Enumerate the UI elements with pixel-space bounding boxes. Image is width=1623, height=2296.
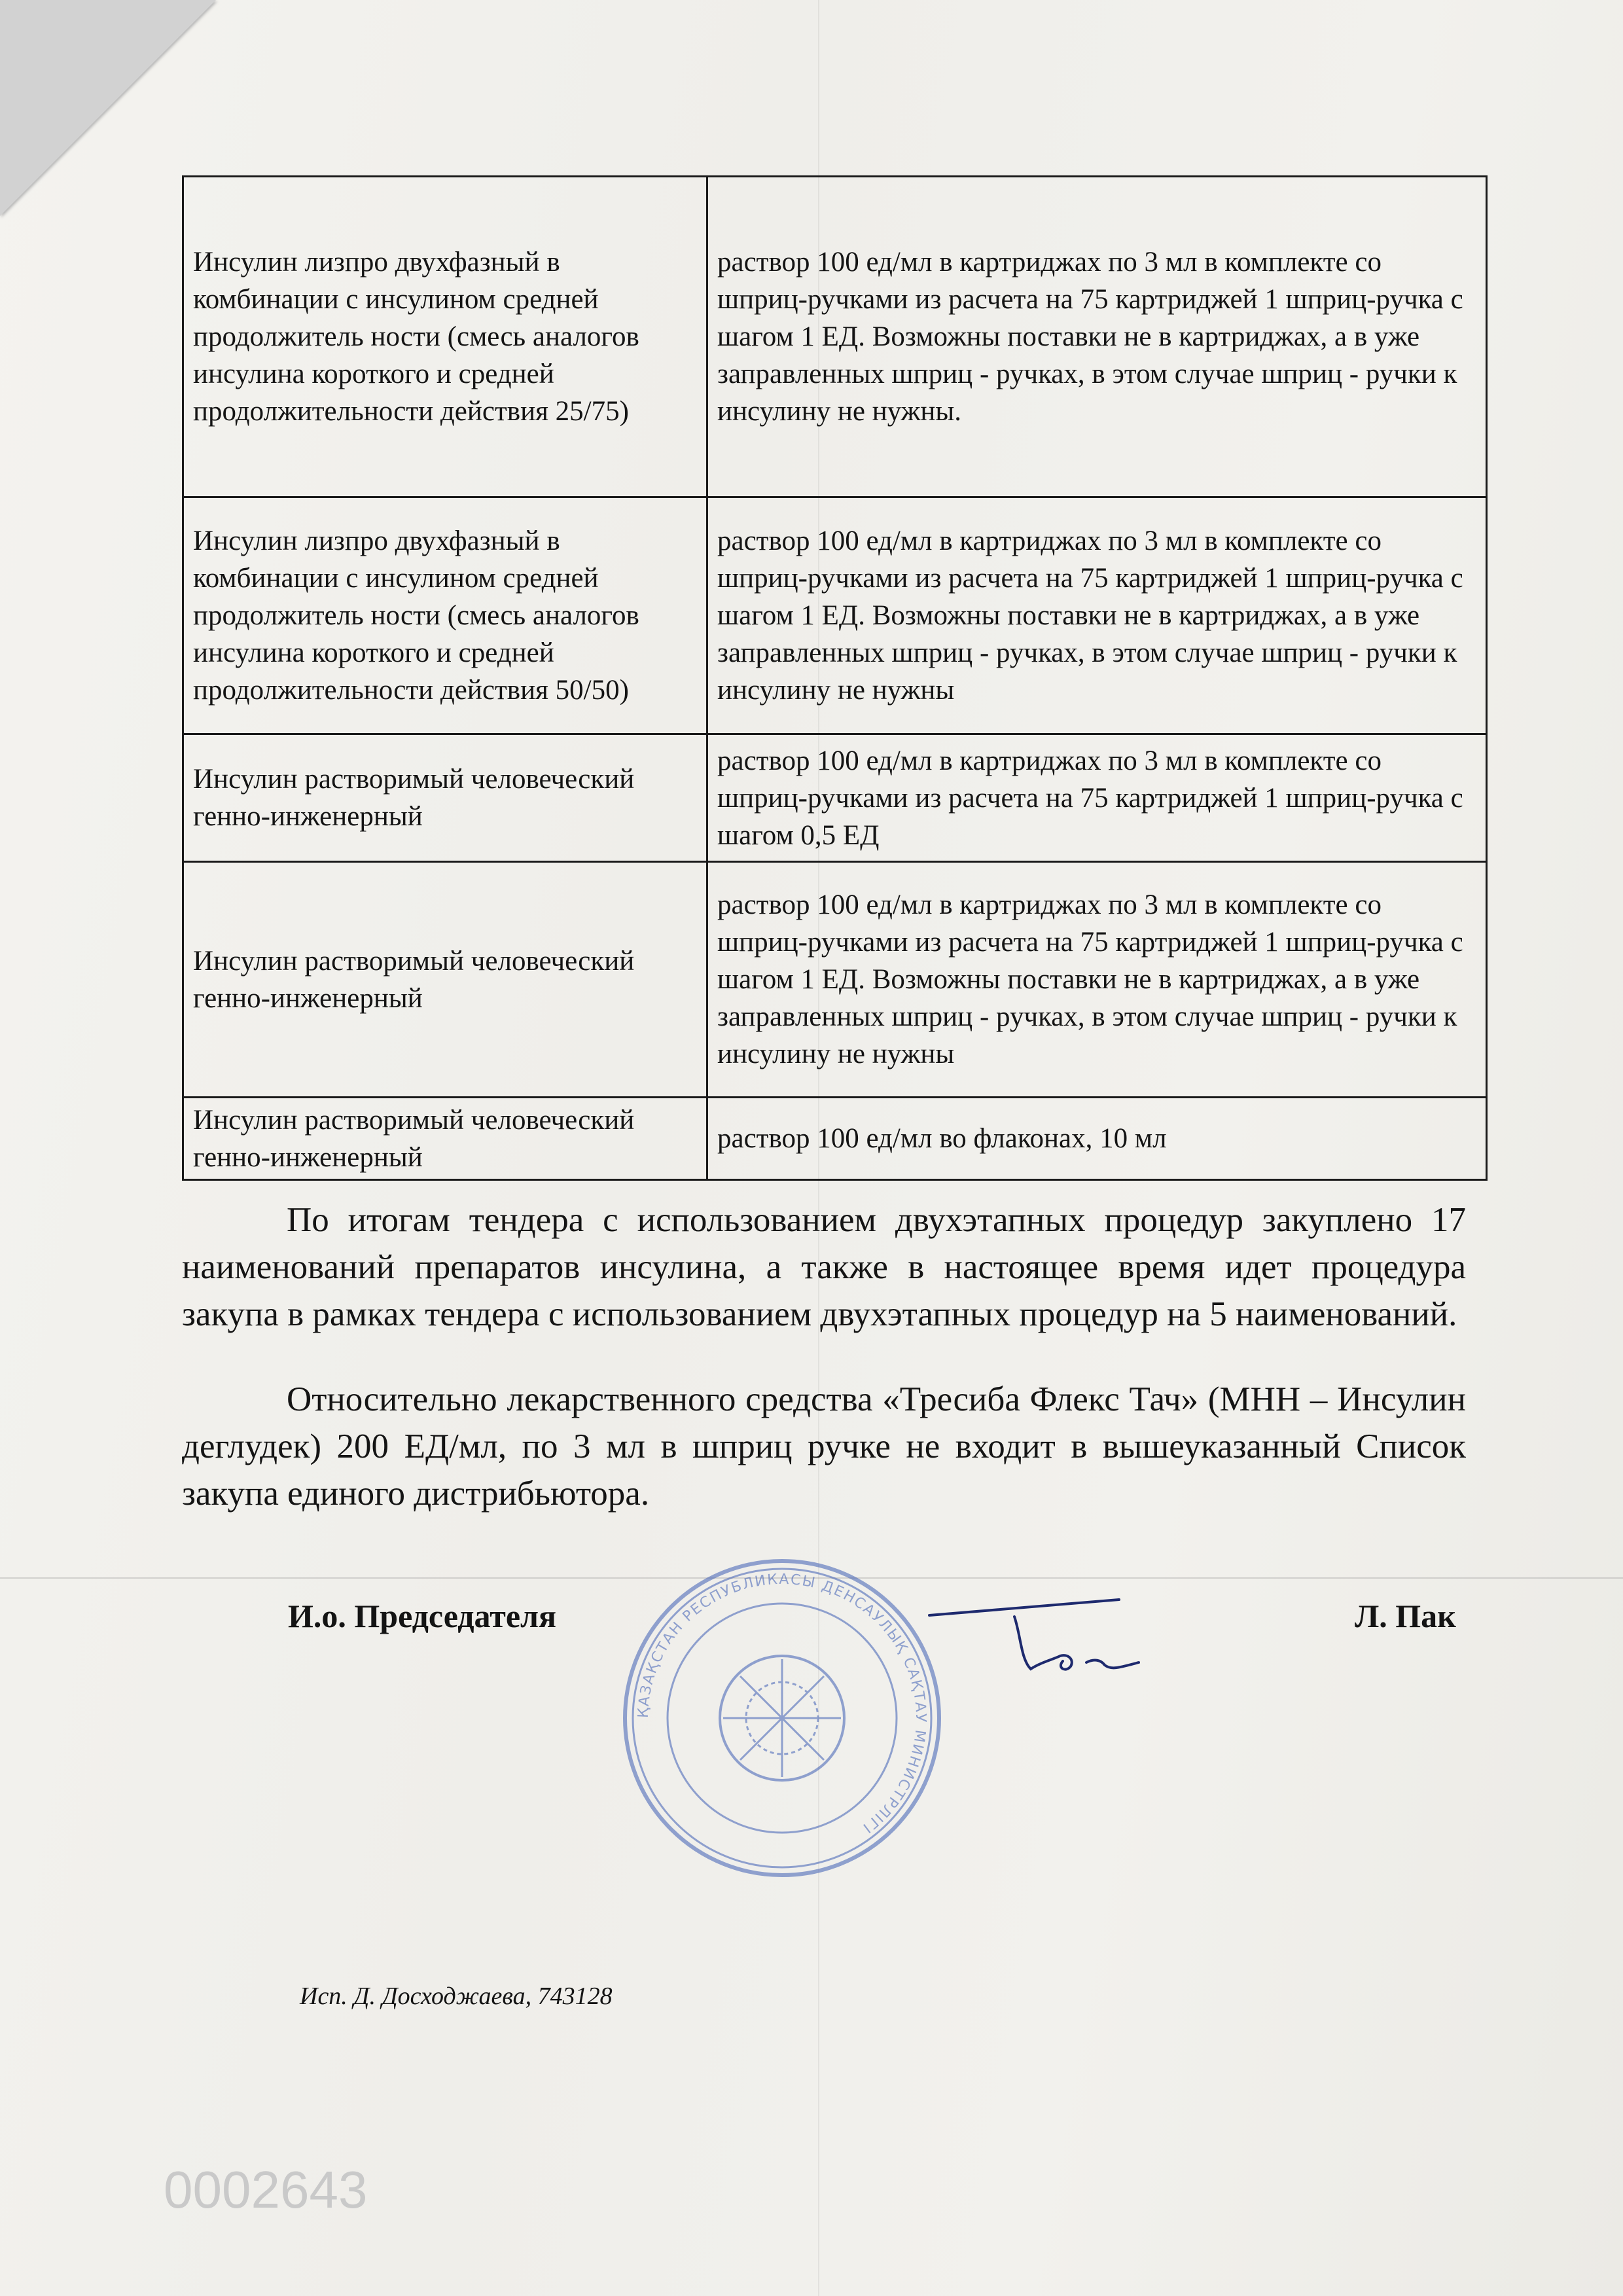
- drug-description-cell: раствор 100 ед/мл в картриджах по 3 мл в комплекте со шприц-ручками из расчета на 75 картриджей 1 шприц-ручка с шагом 0,5 ЕД: [707, 734, 1487, 862]
- paragraph-tender-results: По итогам тендера с использованием двухэтапных процедур закуплено 17 наименований препаратов инсулина, а также в настоящее время идет процедура закупа в рамках тендера с использованием двухэтапных процедур на 5 наименований.: [182, 1201, 1466, 1333]
- table-row: [183, 734, 1487, 862]
- drug-name-cell: Инсулин растворимый человеческий генно-инженерный: [183, 1098, 707, 1180]
- insulin-table: [182, 175, 1488, 1181]
- table-row: [183, 862, 1487, 1098]
- table-row: [183, 1098, 1487, 1180]
- executor-note: Исп. Д. Досходжаева, 743128: [300, 1982, 613, 2010]
- signatory-title: И.о. Председателя: [288, 1598, 557, 1634]
- faint-serial-number: 0002643: [164, 2161, 368, 2219]
- drug-description-cell: раствор 100 ед/мл в картриджах по 3 мл в комплекте со шприц-ручками из расчета на 75 картриджей 1 шприц-ручка с шагом 1 ЕД. Возможны поставки не в картриджах, а в уже заправленных шприц - ручках, в этом случае шприц - ручки к инсулину не нужны: [707, 497, 1487, 734]
- signatory-name: Л. Пак: [1355, 1598, 1456, 1634]
- drug-description-cell: раствор 100 ед/мл в картриджах по 3 мл в комплекте со шприц-ручками из расчета на 75 картриджей 1 шприц-ручка с шагом 1 ЕД. Возможны поставки не в картриджах, а в уже заправленных шприц - ручках, в этом случае шприц - ручки к инсулину не нужны.: [707, 177, 1487, 497]
- paragraph-tresiba: Относительно лекарственного средства «Тресиба Флекс Тач» (МНН – Инсулин деглудек) 200 ЕД/мл, по 3 мл в шприц ручке не входит в вышеуказанный Список закупа единого дистрибьютора.: [182, 1380, 1466, 1513]
- drug-name-cell: Инсулин растворимый человеческий генно-инженерный: [183, 734, 707, 862]
- drug-description-cell: раствор 100 ед/мл во флаконах, 10 мл: [707, 1098, 1487, 1180]
- table-row: [183, 497, 1487, 734]
- drug-description-cell: раствор 100 ед/мл в картриджах по 3 мл в комплекте со шприц-ручками из расчета на 75 картриджей 1 шприц-ручка с шагом 1 ЕД. Возможны поставки не в картриджах, а в уже заправленных шприц - ручках, в этом случае шприц - ручки к инсулину не нужны: [707, 862, 1487, 1098]
- table-row: [183, 177, 1487, 497]
- handwritten-signature: [923, 1597, 1158, 1682]
- official-stamp: [618, 1554, 946, 1882]
- stamp-text: ҚАЗАҚСТАН РЕСПУБЛИКАСЫ ДЕНСАУЛЫҚ САҚТАУ МИНИСТРЛІГІ: [635, 1571, 929, 1837]
- drug-name-cell: Инсулин лизпро двухфазный в комбинации с инсулином средней продолжитель ности (смесь аналогов инсулина короткого и средней продолжительности действия 50/50): [183, 497, 707, 734]
- drug-name-cell: Инсулин лизпро двухфазный в комбинации с инсулином средней продолжитель ности (смесь аналогов инсулина короткого и средней продолжительности действия 25/75): [183, 177, 707, 497]
- drug-name-cell: Инсулин растворимый человеческий генно-инженерный: [183, 862, 707, 1098]
